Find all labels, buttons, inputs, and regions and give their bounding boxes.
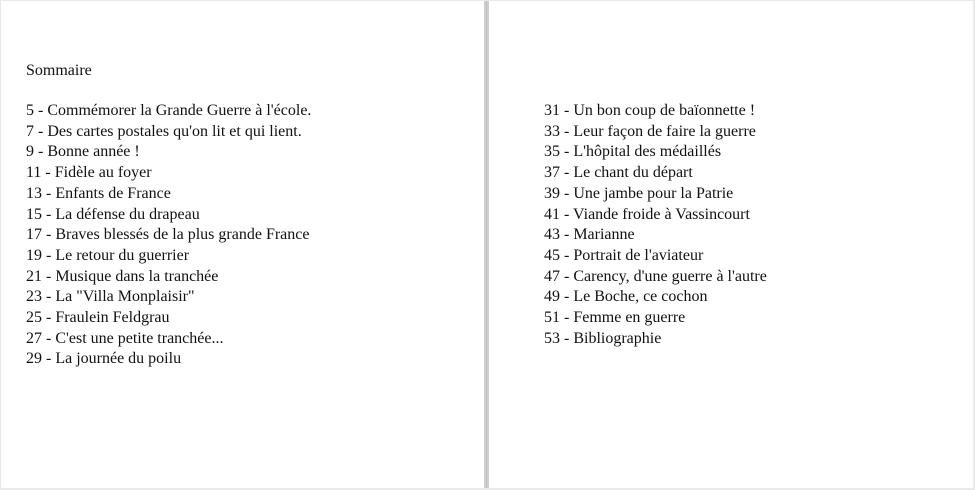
toc-entry: 19 - Le retour du guerrier: [26, 246, 190, 264]
toc-entry: 25 - Fraulein Feldgrau: [26, 309, 170, 327]
toc-entry: 29 - La journée du poilu: [26, 350, 182, 368]
toc-entry: 53 - Bibliographie: [544, 329, 662, 347]
left-page: [1, 1, 485, 488]
toc-list-right: [544, 101, 767, 349]
toc-list-left: [26, 101, 311, 370]
toc-entry: 31 - Un bon coup de baïonnette !: [544, 102, 756, 119]
toc-entry: 45 - Portrait de l'aviateur: [544, 246, 704, 264]
toc-entry: 23 - La "Villa Monplaisir": [26, 288, 195, 306]
toc-entry: 39 - Une jambe pour la Patrie: [544, 184, 734, 202]
toc-entry: 21 - Musique dans la tranchée: [26, 267, 219, 285]
toc-entry: 35 - L'hôpital des médaillés: [544, 143, 722, 161]
page-title: Sommaire: [26, 62, 92, 79]
toc-entry: 9 - Bonne année !: [26, 143, 140, 161]
toc-entry: 51 - Femme en guerre: [544, 309, 686, 327]
toc-entry: 5 - Commémorer la Grande Guerre à l'école.: [26, 102, 312, 119]
toc-entry: 47 - Carency, d'une guerre à l'autre: [544, 267, 767, 285]
toc-entry: 27 - C'est une petite tranchée...: [26, 329, 224, 347]
right-page: [488, 1, 973, 488]
toc-entry: 17 - Braves blessés de la plus grande France: [26, 226, 310, 244]
toc-entry: 11 - Fidèle au foyer: [26, 164, 152, 182]
toc-entry: 13 - Enfants de France: [26, 184, 171, 202]
toc-entry: 7 - Des cartes postales qu'on lit et qui lient.: [26, 122, 302, 140]
toc-entry: 33 - Leur façon de faire la guerre: [544, 122, 756, 140]
toc-entry: 15 - La défense du drapeau: [26, 205, 200, 223]
toc-entry: 37 - Le chant du départ: [544, 164, 693, 182]
toc-entry: 41 - Viande froide à Vassincourt: [544, 205, 750, 223]
toc-entry: 49 - Le Boche, ce cochon: [544, 288, 708, 306]
toc-entry: 43 - Marianne: [544, 226, 635, 244]
